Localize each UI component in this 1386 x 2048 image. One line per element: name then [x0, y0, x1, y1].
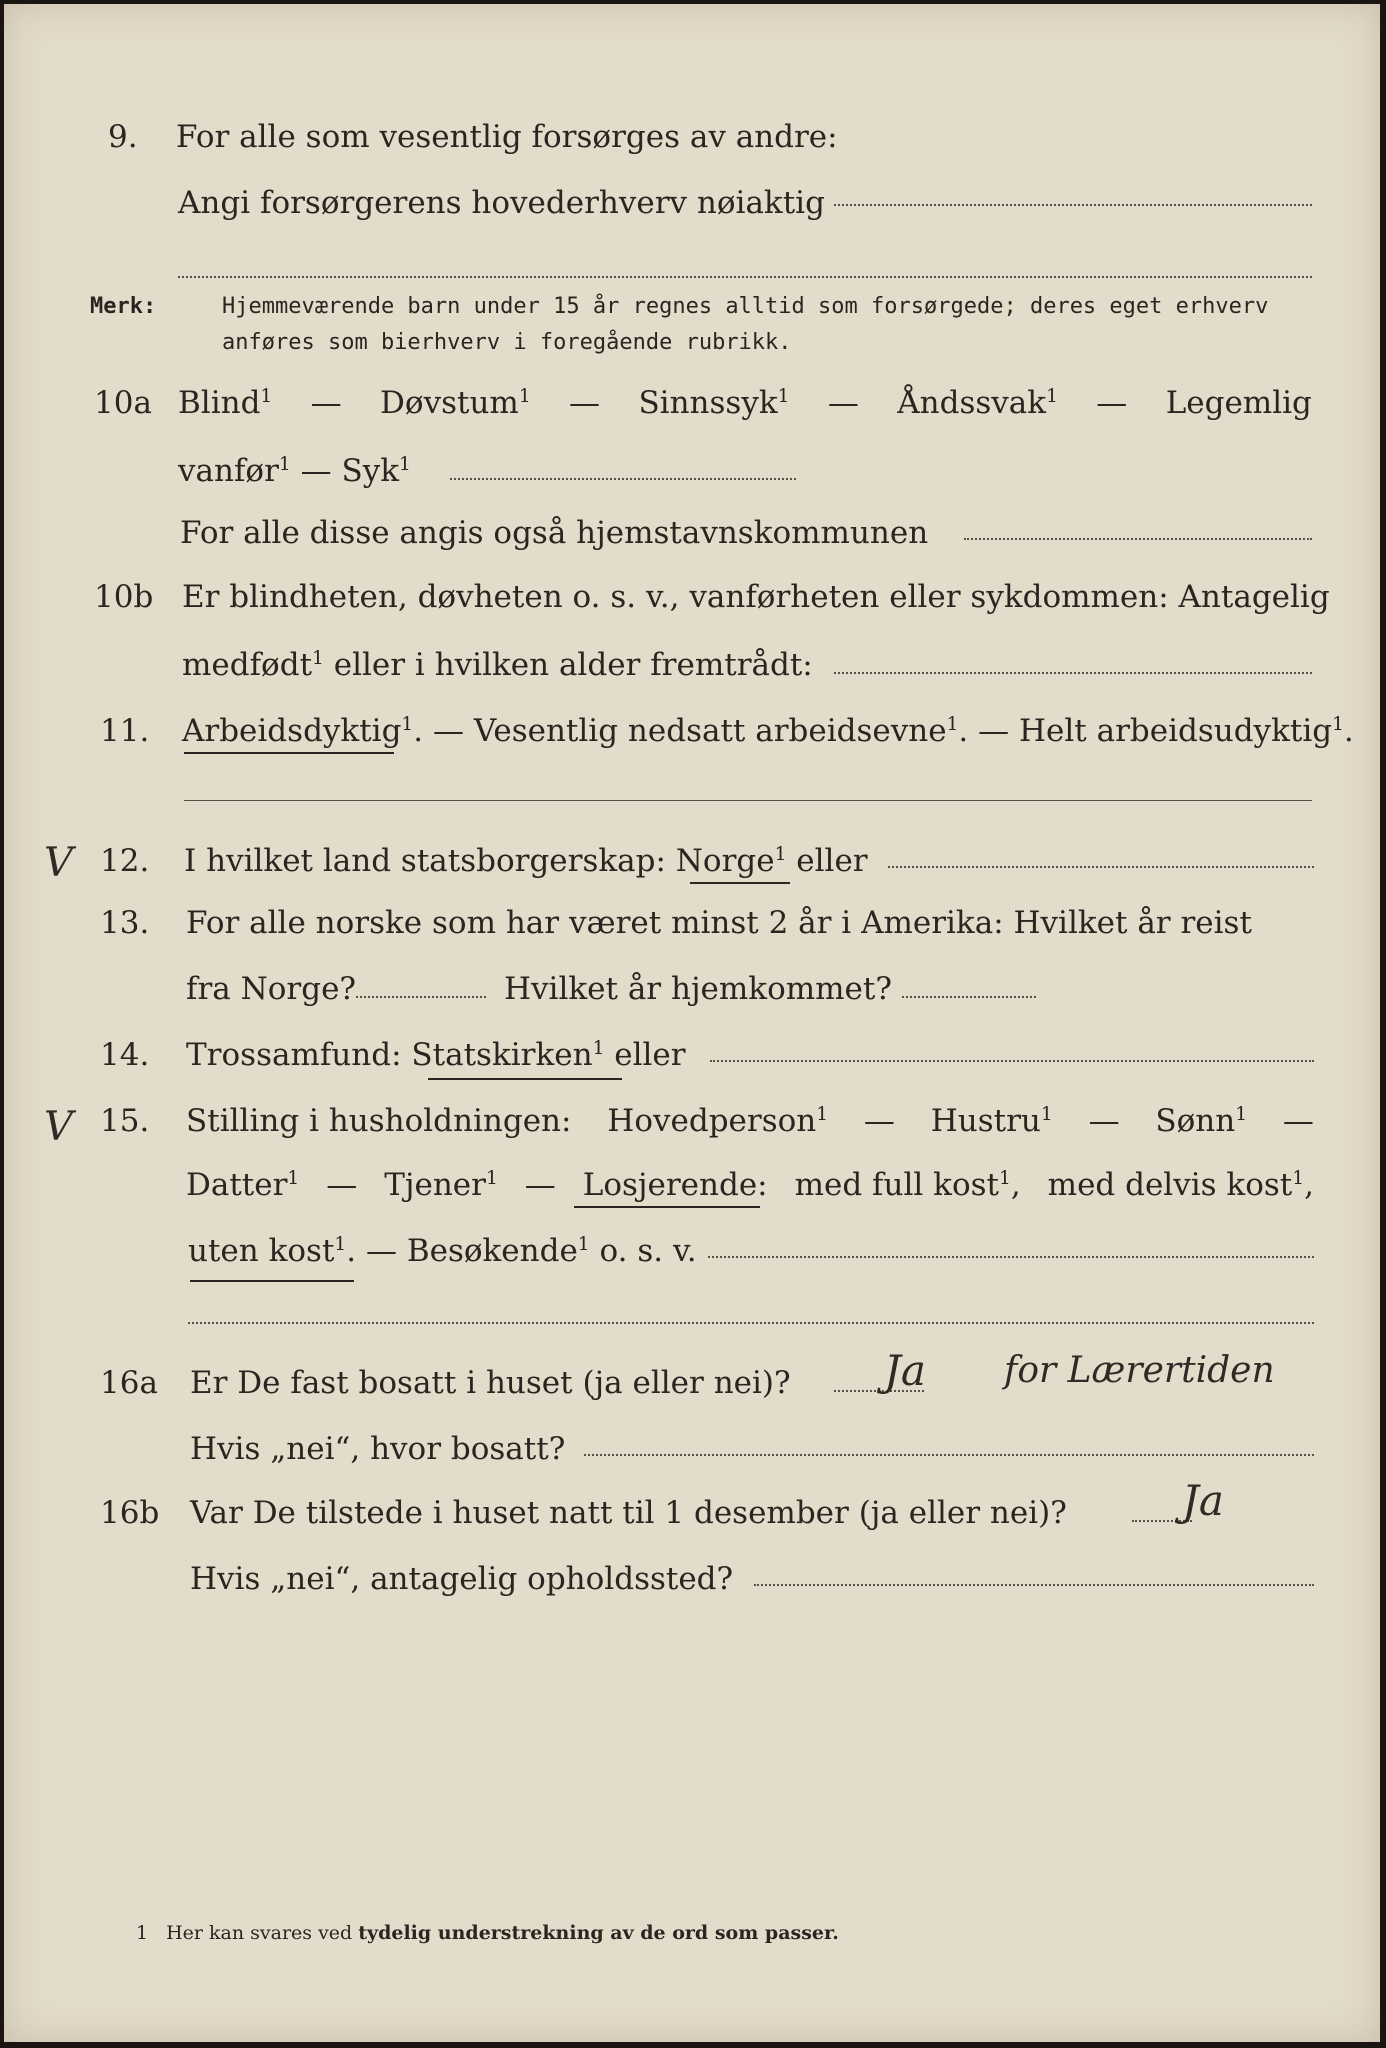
q15-line1: Stilling i husholdningen: Hovedperson$^1$ — Hustru$^1$ — Sønn$^1$ — — [186, 1103, 1314, 1140]
q14-answer-dots — [710, 1060, 1314, 1062]
footnote: 1 Her kan svares ved tydelig understrekning av de ord som passer. — [136, 1922, 839, 1944]
option-statskirken: Statskirken — [411, 1037, 593, 1074]
q10a-line3: For alle disse angis også hjemstavnskommunen — [180, 515, 929, 551]
underline-losjerende — [574, 1206, 760, 1208]
q13-hjemkommet-dots — [902, 996, 1036, 998]
q16b-line2: Hvis „nei“, antagelig opholdssted? — [190, 1561, 734, 1597]
merk-note-line1: Hjemmeværende barn under 15 år regnes alltid som forsørgede; deres eget erhverv — [222, 294, 1269, 319]
option-dovstum: Døvstum$^1$ — [380, 385, 531, 422]
checkmark-q15: V — [44, 1104, 73, 1150]
q13-line1: For alle norske som har været minst 2 år i Amerika: Hvilket år reist — [186, 905, 1252, 941]
q12-line1: I hvilket land statsborgerskap: Norge$^1$ eller — [184, 843, 868, 880]
q16a-bosatt-dots — [584, 1454, 1314, 1456]
option-udyktig: Helt arbeidsudyktig — [1018, 713, 1333, 750]
census-form-page — [4, 4, 1380, 2042]
q9-answer-rule — [178, 276, 1312, 278]
option-tjener: Tjener$^1$ — [384, 1167, 498, 1204]
question-number-9: 9. — [108, 119, 138, 155]
q10a-hjemstavn-dots — [964, 538, 1312, 540]
option-blind: Blind$^1$ — [178, 385, 273, 422]
q9-line1: For alle som vesentlig forsørges av andre: — [176, 119, 838, 155]
checkmark-q12: V — [44, 840, 73, 886]
q16a-line1: Er De fast bosatt i huset (ja eller nei)? — [190, 1365, 791, 1401]
question-number-13: 13. — [100, 905, 150, 941]
option-full-kost: med full kost$^1$, — [794, 1167, 1021, 1204]
option-besokende: Besøkende — [406, 1233, 578, 1270]
q9-line2: Angi forsørgerens hovederhverv nøiaktig — [178, 185, 825, 221]
option-sinnssyk: Sinnssyk$^1$ — [638, 385, 790, 422]
option-norge: Norge — [675, 843, 775, 880]
question-number-14: 14. — [100, 1037, 150, 1073]
q11-line1: Arbeidsdyktig$^1$. — Vesentlig nedsatt arbeidsevne$^1$. — Helt arbeidsudyktig$^1$. — [182, 713, 1354, 750]
option-delvis-kost: med delvis kost$^1$, — [1047, 1167, 1314, 1204]
underline-norge — [690, 882, 790, 884]
q10a-answer-dots — [450, 478, 796, 480]
q10b-line2: medfødt$^1$ eller i hvilken alder fremtrådt: — [182, 647, 813, 684]
q12-answer-dots — [888, 866, 1314, 868]
option-hustru: Hustru$^1$ — [930, 1103, 1053, 1140]
question-number-16a: 16a — [100, 1365, 158, 1401]
q10a-line2: vanfør$^1$ — Syk$^1$ — [178, 453, 411, 490]
option-hovedperson: Hovedperson$^1$ — [607, 1103, 829, 1140]
handwritten-answer-16b: Ja — [1182, 1476, 1224, 1525]
question-number-10b: 10b — [94, 579, 154, 615]
q9-answer-dots — [834, 204, 1312, 206]
underline-uten-kost — [190, 1280, 354, 1282]
option-uten-kost: uten kost — [188, 1233, 335, 1270]
question-number-12: 12. — [100, 843, 150, 879]
q15-answer-rule — [188, 1322, 1314, 1324]
option-arbeidsdyktig: Arbeidsdyktig — [182, 713, 402, 750]
q13-reist-dots — [356, 996, 486, 998]
q15-answer-dots — [708, 1256, 1314, 1258]
question-number-16b: 16b — [100, 1495, 160, 1531]
question-number-11: 11. — [100, 713, 150, 749]
underline-arbeidsdyktig — [184, 752, 394, 754]
q13-line2b: Hvilket år hjemkommet? — [504, 971, 892, 1007]
q15-line2: Datter$^1$ — Tjener$^1$ — Losjerende: med full kost$^1$, med delvis kost$^1$, — [186, 1167, 1314, 1204]
option-nedsatt: Vesentlig nedsatt arbeidsevne — [473, 713, 947, 750]
question-number-10a: 10a — [94, 385, 152, 421]
option-sonn: Sønn$^1$ — [1155, 1103, 1248, 1140]
option-datter: Datter$^1$ — [186, 1167, 300, 1204]
merk-note-line2: anføres som bierhverv i foregående rubrikk. — [222, 330, 792, 355]
question-number-15: 15. — [100, 1103, 150, 1139]
q16b-line1: Var De tilstede i huset natt til 1 desember (ja eller nei)? — [190, 1495, 1067, 1531]
q15-line3: uten kost$^1$. — Besøkende$^1$ o. s. v. — [188, 1233, 697, 1270]
q14-line1: Trossamfund: Statskirken$^1$ eller — [186, 1037, 686, 1074]
q10b-answer-dots — [834, 672, 1312, 674]
q11-answer-rule — [184, 800, 1312, 801]
q16a-line2: Hvis „nei“, hvor bosatt? — [190, 1431, 566, 1467]
merk-label: Merk: — [90, 294, 157, 319]
handwritten-answer-16a: Ja — [884, 1346, 926, 1395]
q13-line2a: fra Norge? — [186, 971, 357, 1007]
option-andssvak: Åndssvak$^1$ — [897, 385, 1058, 422]
handwritten-note-16a: for Lærertiden — [1004, 1350, 1275, 1391]
underline-statskirken — [428, 1078, 622, 1080]
q10a-line1: Blind$^1$ — Døvstum$^1$ — Sinnssyk$^1$ — Åndssvak$^1$ — Legemlig — [178, 385, 1312, 422]
option-legemlig: Legemlig — [1165, 385, 1312, 421]
option-losjerende: Losjerende: — [582, 1167, 768, 1203]
q16b-opphold-dots — [754, 1584, 1314, 1586]
q10b-line1: Er blindheten, døvheten o. s. v., vanførheten eller sykdommen: Antagelig — [182, 579, 1330, 615]
